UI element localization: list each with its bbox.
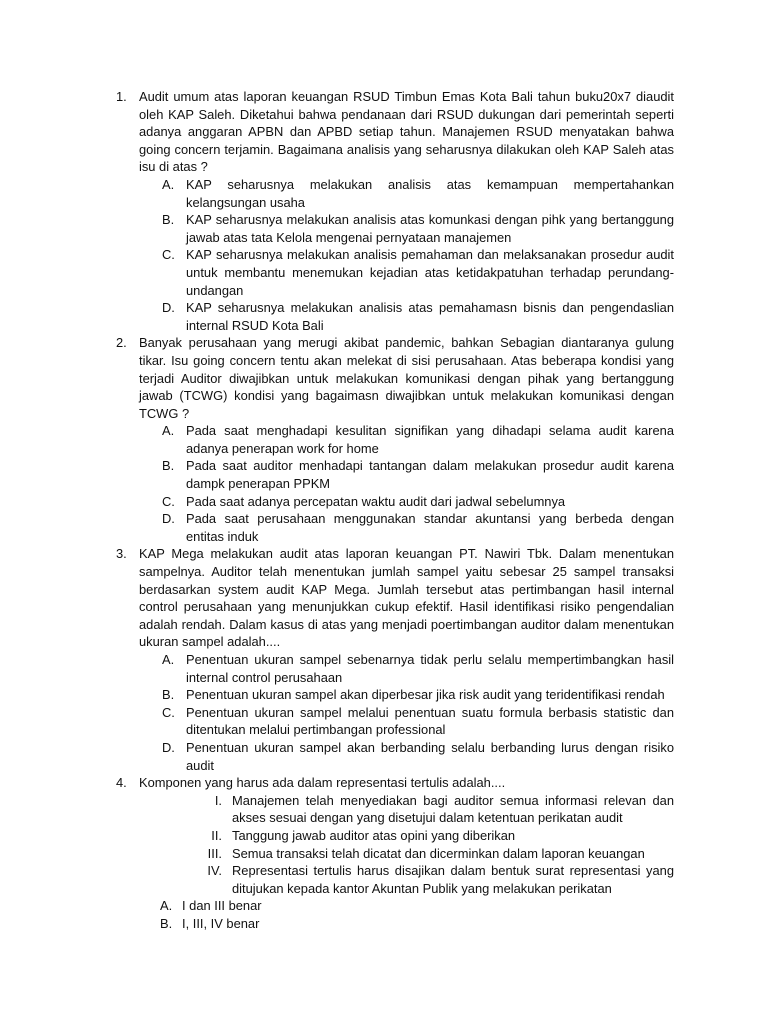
option-1c bbox=[0, 246, 768, 299]
option-text: KAP seharusnya melakukan analisis atas komunkasi dengan pihk yang bertanggung jawab atas tata Kelola mengenai pernyataan manajemen bbox=[186, 212, 674, 245]
statement-number: III. bbox=[207, 845, 222, 861]
question-1 bbox=[0, 88, 768, 176]
statement-2 bbox=[0, 827, 768, 845]
option-text: I, III, IV benar bbox=[182, 915, 260, 931]
option-letter: A. bbox=[160, 898, 173, 914]
option-letter: D. bbox=[162, 739, 175, 755]
option-text: Penentuan ukuran sampel melalui penentuan suatu formula berbasis statistic dan ditentukan melalui pertimbangan professional bbox=[186, 704, 674, 738]
option-3c bbox=[0, 704, 768, 739]
option-letter: C. bbox=[162, 704, 175, 720]
option-letter: B. bbox=[162, 687, 175, 703]
question-number: 4. bbox=[116, 775, 127, 791]
option-letter: A. bbox=[162, 652, 175, 667]
statement-number: I. bbox=[214, 792, 222, 808]
statement-number: IV. bbox=[207, 863, 222, 879]
statement-3 bbox=[0, 845, 768, 863]
question-3 bbox=[0, 545, 768, 651]
question-number: 2. bbox=[116, 335, 127, 351]
option-text: Pada saat auditor menhadapi tantangan dalam melakukan prosedur audit karena dampk penerapan PPKM bbox=[186, 458, 674, 492]
statement-text: Manajemen telah menyediakan bagi auditor semua informasi relevan dan akses sesuai dengan yang disetujui dalam ketentuan perikatan audit bbox=[232, 792, 674, 826]
option-1a bbox=[0, 176, 768, 211]
option-letter: D. bbox=[162, 300, 175, 316]
option-3d bbox=[0, 739, 768, 774]
option-1b bbox=[0, 211, 768, 246]
option-2d bbox=[0, 510, 768, 545]
option-3a bbox=[0, 651, 768, 686]
option-letter: B. bbox=[162, 458, 175, 474]
option-2a bbox=[0, 422, 768, 457]
option-3b bbox=[0, 686, 768, 704]
option-letter: C. bbox=[162, 247, 175, 263]
question-text: KAP Mega melakukan audit atas laporan keuangan PT. Nawiri Tbk. Dalam menentukan sampelnya. Auditor telah menentukan jumlah sampel yaitu sebesar 25 sampel transaksi berdasarkan system audit KAP Mega. Jumlah tersebut atas pertimbangan hasil internal control perusahaan yang menunjukkan cukup efektif. Hasil identifikasi risiko pengendalian adalah rendah. Dalam kasus di atas yang menjadi poertimbangan auditor dalam menentukan ukuran sampel adalah.... bbox=[139, 546, 674, 650]
option-2b bbox=[0, 457, 768, 492]
option-4a bbox=[0, 897, 768, 915]
question-number: 3. bbox=[116, 546, 127, 562]
option-letter: D. bbox=[162, 511, 175, 527]
question-text: Audit umum atas laporan keuangan RSUD Timbun Emas Kota Bali tahun buku20x7 diaudit oleh KAP Saleh. Diketahui bahwa pendanaan dari RSUD dukungan dari pemerintah seperti adanya anggaran APBN dan APBD setiap tahun. Manajemen RSUD menyatakan bahwa going concern terjamin. Bagaimana analisis yang seharusnya dilakukan oleh KAP Saleh atas isu di atas ? bbox=[139, 89, 674, 175]
option-text: Penentuan ukuran sampel akan diperbesar jika risk audit yang teridentifikasi rendah bbox=[186, 687, 665, 703]
question-number: 1. bbox=[116, 89, 127, 104]
option-letter: B. bbox=[162, 212, 175, 228]
option-text: KAP seharusnya melakukan analisis atas pemahamasn bisnis dan pengendaslian internal RSUD Kota Bali bbox=[186, 300, 674, 333]
statement-text: Tanggung jawab auditor atas opini yang diberikan bbox=[232, 827, 516, 843]
option-letter: A. bbox=[162, 176, 175, 192]
option-letter: A. bbox=[162, 423, 175, 439]
option-text: Penentuan ukuran sampel sebenarnya tidak perlu selalu mempertimbangkan hasil internal control perusahaan bbox=[186, 652, 674, 685]
option-2c bbox=[0, 493, 768, 511]
option-text: Pada saat perusahaan menggunakan standar akuntansi yang berbeda dengan entitas induk bbox=[186, 511, 674, 544]
option-4b bbox=[0, 915, 768, 933]
statement-text: Representasi tertulis harus disajikan dalam bentuk surat representasi yang ditujukan kepada kantor Akuntan Publik yang melakukan perikatan bbox=[232, 863, 674, 896]
option-text: I dan III benar bbox=[182, 898, 262, 914]
option-text: KAP seharusnya melakukan analisis atas kemampuan mempertahankan kelangsungan usaha bbox=[186, 176, 674, 210]
statement-text: Semua transaksi telah dicatat dan dicerminkan dalam laporan keuangan bbox=[232, 845, 645, 861]
statement-number: II. bbox=[211, 827, 222, 843]
option-text: Penentuan ukuran sampel akan berbanding selalu berbanding lurus dengan risiko audit bbox=[186, 739, 674, 773]
option-letter: C. bbox=[162, 493, 175, 509]
option-text: KAP seharusnya melakukan analisis pemahaman dan melaksanakan prosedur audit untuk membantu menemukan kejadian atas ketidakpatuhan terhadap perundang-undangan bbox=[186, 247, 674, 298]
option-text: Pada saat adanya percepatan waktu audit dari jadwal sebelumnya bbox=[186, 493, 566, 509]
question-text: Banyak perusahaan yang merugi akibat pandemic, bahkan Sebagian diantaranya gulung tikar. Isu going concern tentu akan melekat di sisi perusahaan. Atas beberapa kondisi yang terjadi Auditor diwajibkan untuk melakukan komunikasi dengan pihak yang bertanggung jawab (TCWG) kondisi yang bagaimasn diwajibkan untuk melakukan komunikasi dengan TCWG ? bbox=[139, 335, 674, 421]
question-4 bbox=[0, 774, 768, 792]
option-1d bbox=[0, 299, 768, 334]
question-text: Komponen yang harus ada dalam representasi tertulis adalah.... bbox=[139, 775, 506, 791]
question-2 bbox=[0, 334, 768, 422]
option-text: Pada saat menghadapi kesulitan signifikan yang dihadapi selama audit karena adanya penerapan work for home bbox=[186, 423, 674, 456]
statement-4 bbox=[0, 862, 768, 897]
option-letter: B. bbox=[160, 915, 173, 931]
statement-1 bbox=[0, 792, 768, 827]
